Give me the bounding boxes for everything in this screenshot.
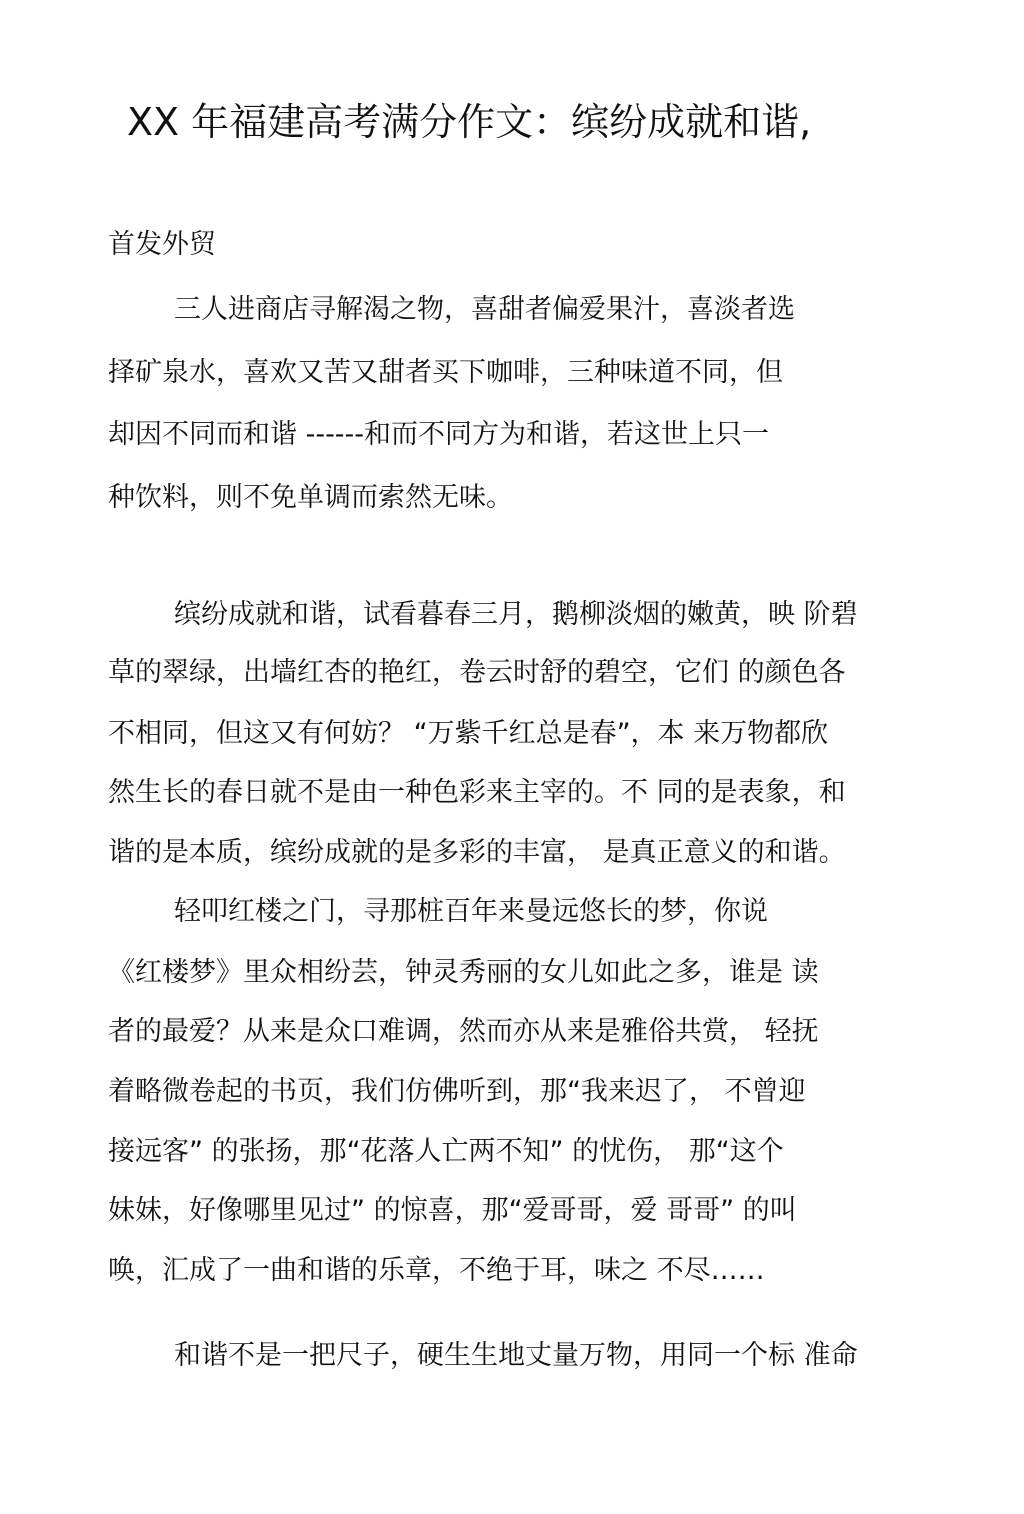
paragraph-3-line-1: 轻叩红楼之门，寻那桩百年来曼远悠长的梦，你说 (174, 896, 768, 927)
paragraph-3-line-4: 着略微卷起的书页，我们仿佛听到，那“我来迟了， 不曾迎 (108, 1076, 806, 1107)
paragraph-4-line-1: 和谐不是一把尺子，硬生生地丈量万物，用同一个标 准命 (174, 1340, 858, 1371)
paragraph-2-line-4: 然生长的春日就不是由一种色彩来主宰的。不 同的是表象，和 (108, 777, 846, 808)
paragraph-1-line-2: 择矿泉水，喜欢又苦又甜者买下咖啡，三种味道不同，但 (108, 357, 783, 388)
paragraph-2-line-5: 谐的是本质，缤纷成就的是多彩的丰富， 是真正意义的和谐。 (108, 837, 846, 868)
paragraph-3-line-2: 《红楼梦》里众相纷芸，钟灵秀丽的女儿如此之多，谁是 读 (108, 957, 819, 988)
paragraph-1-line-3: 却因不同而和谐 ------和而不同方为和谐，若这世上只一 (108, 419, 770, 450)
paragraph-3-line-5: 接远客” 的张扬，那“花落人亡两不知” 的忧伤， 那“这个 (108, 1136, 784, 1167)
source-line: 首发外贸 (108, 229, 216, 260)
paragraph-1-line-1: 三人进商店寻解渴之物，喜甜者偏爱果汁，喜淡者选 (174, 294, 795, 325)
paragraph-3-line-6: 妹妹，好像哪里见过” 的惊喜，那“爱哥哥，爱 哥哥” 的叫 (108, 1195, 797, 1226)
paragraph-2-line-3: 不相同，但这又有何妨？ “万紫千红总是春”，本 来万物都欣 (108, 718, 829, 749)
paragraph-2-line-2: 草的翠绿，出墙红杏的艳红，卷云时舒的碧空，它们 的颜色各 (108, 657, 846, 688)
paragraph-1-line-4: 种饮料，则不免单调而索然无味。 (108, 482, 513, 513)
document-title: XX 年福建高考满分作文：缤纷成就和谐, (127, 100, 812, 144)
paragraph-3-line-7: 唤，汇成了一曲和谐的乐章，不绝于耳，味之 不尽…… (108, 1255, 765, 1286)
paragraph-2-line-1: 缤纷成就和谐，试看暮春三月，鹅柳淡烟的嫩黄，映 阶碧 (174, 599, 858, 630)
paragraph-3-line-3: 者的最爱？从来是众口难调，然而亦从来是雅俗共赏， 轻抚 (108, 1016, 819, 1047)
